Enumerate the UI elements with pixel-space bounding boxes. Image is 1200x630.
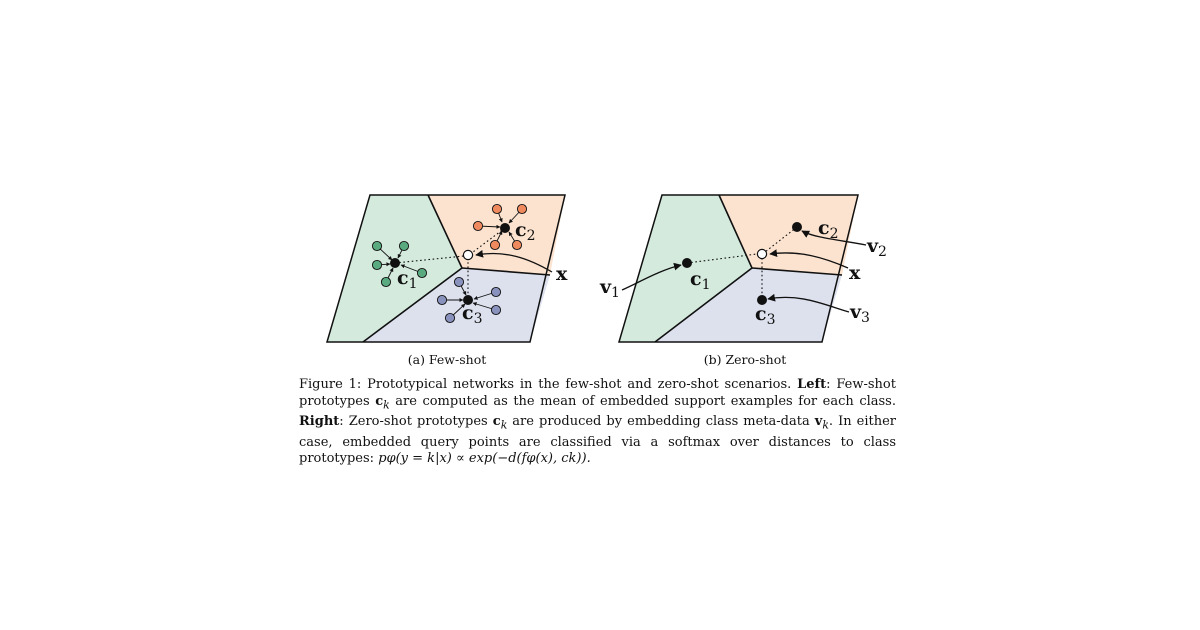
label-x: x <box>556 263 568 285</box>
label-c2: $c_2$ <box>818 217 839 242</box>
figure-label: Figure 1: <box>299 377 362 392</box>
label-c2: $c_2$ <box>515 219 536 244</box>
query-point <box>463 250 472 259</box>
panel-caption-few-shot: (a) Few-shot <box>407 352 487 367</box>
panel-zero-shot <box>599 195 887 367</box>
label-v2: $v_2$ <box>867 235 887 260</box>
label-c3: $c_3$ <box>462 302 483 327</box>
label-c3: $c_3$ <box>755 303 776 328</box>
label-x: x <box>849 262 861 284</box>
panel-few-shot <box>327 195 568 367</box>
label-v1: $v_1$ <box>600 276 620 301</box>
prototype-c2 <box>500 223 510 233</box>
softmax-formula: pφ(y = k|x) ∝ exp(−d(fφ(x), ck)). <box>378 451 591 467</box>
label-v3: $v_3$ <box>850 301 870 326</box>
label-c1: $c_1$ <box>397 267 418 292</box>
prototype-c1 <box>682 258 692 268</box>
figure-caption: Figure 1: Prototypical networks in the few-shot and zero-shot scenarios. Left: Few-shot prototypes $c_k$ are computed as the mean of embedded support examples for each class. Right: Zero-shot prototypes $c_k$ are produced by embedding class meta-data $v_k$. In either case, embedded query points are classified via a softmax over distances to class prototypes: pφ(y = k|x) ∝ exp(−d(fφ(x), ck)). <box>299 377 897 467</box>
query-point <box>757 249 766 258</box>
right-label: Right <box>299 414 340 430</box>
label-c1: $c_1$ <box>690 268 711 293</box>
prototype-c2 <box>792 222 802 232</box>
panel-caption-zero-shot: (b) Zero-shot <box>703 352 787 367</box>
left-label: Left <box>797 377 827 392</box>
